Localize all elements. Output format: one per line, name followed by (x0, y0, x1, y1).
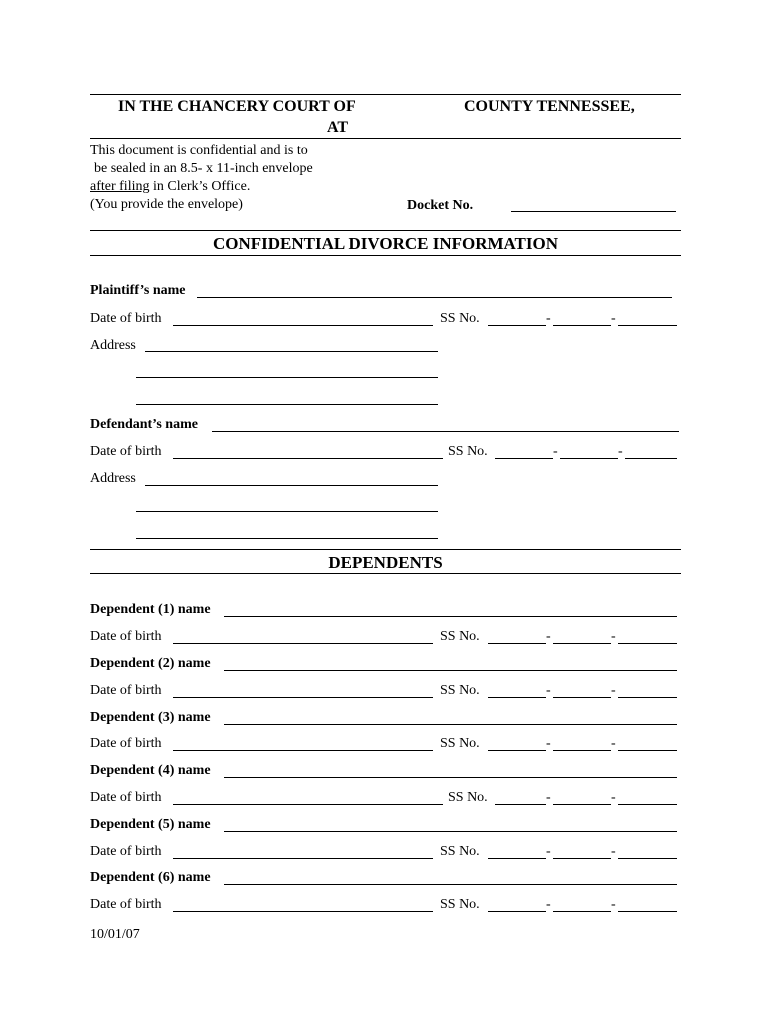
dependent-2-name-field[interactable] (224, 670, 677, 671)
dependent-6-ss-field-3[interactable] (618, 911, 677, 912)
dash: - (546, 629, 551, 644)
dependent-5-ss-field-1[interactable] (488, 858, 546, 859)
dependent-5-name-field[interactable] (224, 831, 677, 832)
dash: - (553, 444, 558, 459)
dash: - (611, 790, 616, 805)
footer-date: 10/01/07 (90, 927, 140, 942)
plaintiff-address-field-2[interactable] (136, 377, 438, 378)
plaintiff-ss-field-1[interactable] (488, 325, 546, 326)
dependent-dob-label: Date of birth (90, 844, 162, 859)
defendant-name-label: Defendant’s name (90, 417, 198, 432)
dash: - (611, 683, 616, 698)
dependent-4-dob-field[interactable] (173, 804, 443, 805)
dependent-ss-label: SS No. (440, 683, 480, 698)
plaintiff-address-label: Address (90, 338, 136, 353)
dependent-name-label: Dependent (1) name (90, 602, 211, 617)
notice-line-3-rest: in Clerk’s Office. (149, 179, 251, 194)
dependents-bottom-rule (90, 573, 681, 574)
dash: - (611, 844, 616, 859)
notice-line-2: be sealed in an 8.5- x 11-inch envelope (94, 161, 313, 176)
dependent-ss-label: SS No. (440, 897, 480, 912)
court-label: IN THE CHANCERY COURT OF (118, 98, 356, 115)
dependent-1-ss-field-2[interactable] (553, 643, 611, 644)
plaintiff-address-field-3[interactable] (136, 404, 438, 405)
dependent-2-ss-field-3[interactable] (618, 697, 677, 698)
dash: - (546, 844, 551, 859)
dependent-3-ss-field-2[interactable] (553, 750, 611, 751)
docket-label: Docket No. (407, 198, 474, 213)
dependent-name-label: Dependent (4) name (90, 763, 211, 778)
dependent-4-ss-field-3[interactable] (618, 804, 677, 805)
notice-line-4: (You provide the envelope) (90, 197, 243, 212)
plaintiff-name-label: Plaintiff’s name (90, 283, 186, 298)
dependent-name-label: Dependent (2) name (90, 656, 211, 671)
dash: - (611, 311, 616, 326)
dependent-dob-label: Date of birth (90, 683, 162, 698)
county-label: COUNTY TENNESSEE, (464, 98, 635, 115)
docket-number-field[interactable] (511, 211, 676, 212)
dependent-1-ss-field-3[interactable] (618, 643, 677, 644)
section-title: CONFIDENTIAL DIVORCE INFORMATION (212, 234, 559, 253)
dependent-dob-label: Date of birth (90, 897, 162, 912)
defendant-ss-field-3[interactable] (625, 458, 677, 459)
dependents-top-rule (90, 549, 681, 550)
defendant-ss-field-1[interactable] (495, 458, 553, 459)
dependent-6-ss-field-2[interactable] (553, 911, 611, 912)
dash: - (546, 311, 551, 326)
dependent-3-name-field[interactable] (224, 724, 677, 725)
dependent-ss-label: SS No. (440, 736, 480, 751)
dependent-dob-label: Date of birth (90, 629, 162, 644)
dependent-1-name-field[interactable] (224, 616, 677, 617)
dependent-ss-label: SS No. (448, 790, 488, 805)
dependent-2-ss-field-2[interactable] (553, 697, 611, 698)
dependent-5-dob-field[interactable] (173, 858, 433, 859)
defendant-name-field[interactable] (212, 431, 679, 432)
dependent-4-ss-field-2[interactable] (553, 804, 611, 805)
dash: - (618, 444, 623, 459)
dependent-6-ss-field-1[interactable] (488, 911, 546, 912)
dependent-name-label: Dependent (5) name (90, 817, 211, 832)
dash: - (546, 897, 551, 912)
header-top-rule (90, 94, 681, 95)
plaintiff-dob-label: Date of birth (90, 311, 162, 326)
dash: - (611, 736, 616, 751)
header-bottom-rule (90, 138, 681, 139)
dependent-5-ss-field-2[interactable] (553, 858, 611, 859)
plaintiff-address-field-1[interactable] (145, 351, 438, 352)
plaintiff-dob-field[interactable] (173, 325, 433, 326)
dependents-title: DEPENDENTS (328, 553, 443, 572)
dependent-name-label: Dependent (3) name (90, 710, 211, 725)
dash: - (546, 736, 551, 751)
dependent-2-ss-field-1[interactable] (488, 697, 546, 698)
dependent-ss-label: SS No. (440, 844, 480, 859)
dependent-dob-label: Date of birth (90, 736, 162, 751)
notice-line-1: This document is confidential and is to (90, 143, 308, 158)
at-label: AT (327, 119, 349, 136)
defendant-ss-label: SS No. (448, 444, 488, 459)
section-top-rule (90, 230, 681, 231)
plaintiff-name-field[interactable] (197, 297, 672, 298)
defendant-dob-label: Date of birth (90, 444, 162, 459)
dependent-4-name-field[interactable] (224, 777, 677, 778)
defendant-dob-field[interactable] (173, 458, 443, 459)
dependent-3-dob-field[interactable] (173, 750, 433, 751)
dash: - (611, 897, 616, 912)
dependent-3-ss-field-1[interactable] (488, 750, 546, 751)
dependent-4-ss-field-1[interactable] (495, 804, 546, 805)
defendant-address-label: Address (90, 471, 136, 486)
section-bottom-rule (90, 255, 681, 256)
notice-underlined-text: after filing (90, 179, 150, 194)
dash: - (611, 629, 616, 644)
plaintiff-ss-field-2[interactable] (553, 325, 611, 326)
defendant-ss-field-2[interactable] (560, 458, 618, 459)
dependent-1-ss-field-1[interactable] (488, 643, 546, 644)
plaintiff-ss-label: SS No. (440, 311, 480, 326)
defendant-address-field-3[interactable] (136, 538, 438, 539)
dependent-2-dob-field[interactable] (173, 697, 433, 698)
notice-line-3 (90, 179, 250, 195)
defendant-address-field-1[interactable] (145, 485, 438, 486)
defendant-address-field-2[interactable] (136, 511, 438, 512)
plaintiff-ss-field-3[interactable] (618, 325, 677, 326)
dash: - (546, 790, 551, 805)
dependent-1-dob-field[interactable] (173, 643, 433, 644)
dash: - (546, 683, 551, 698)
dependent-name-label: Dependent (6) name (90, 870, 211, 885)
dependent-5-ss-field-3[interactable] (618, 858, 677, 859)
dependent-6-dob-field[interactable] (173, 911, 433, 912)
dependent-dob-label: Date of birth (90, 790, 162, 805)
dependent-ss-label: SS No. (440, 629, 480, 644)
dependent-6-name-field[interactable] (224, 884, 677, 885)
dependent-3-ss-field-3[interactable] (618, 750, 677, 751)
